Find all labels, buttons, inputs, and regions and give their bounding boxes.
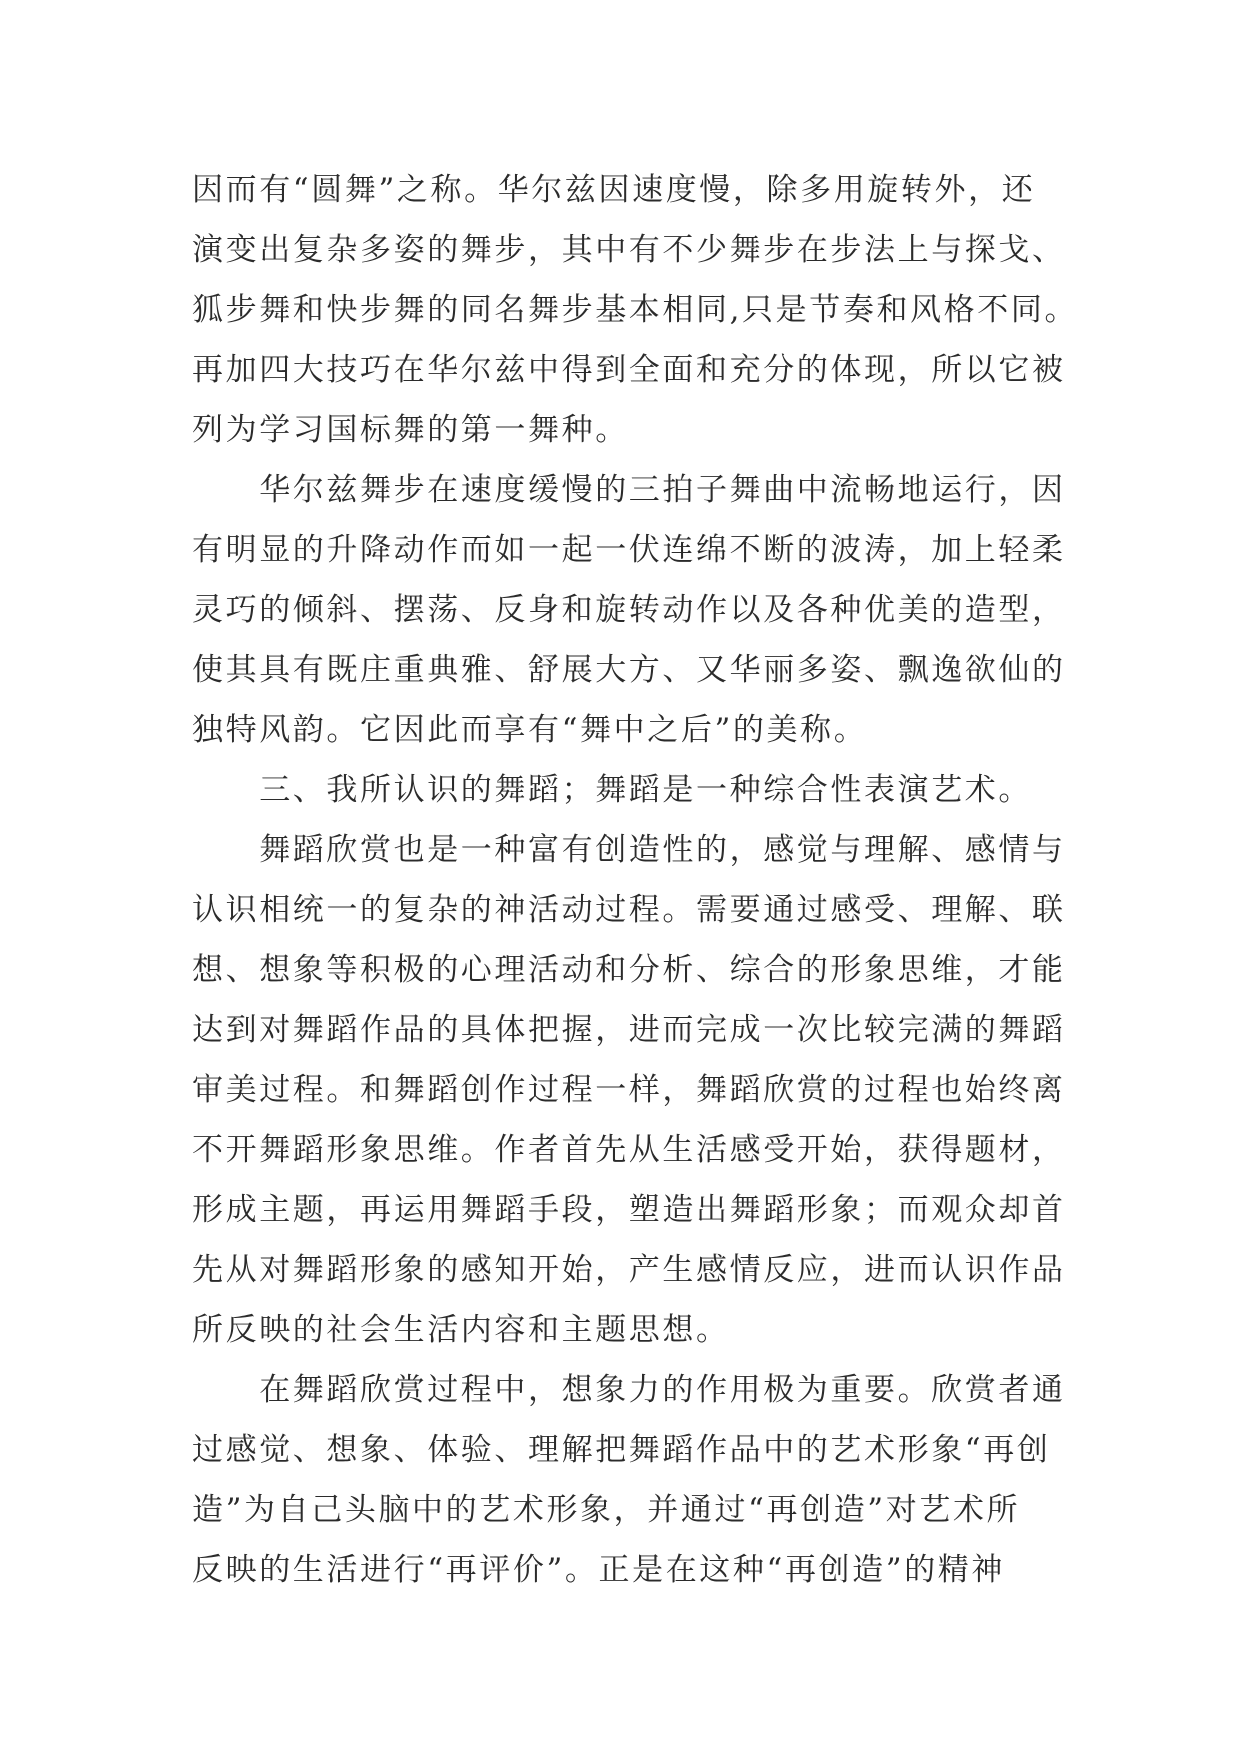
text-line: 形成主题，再运用舞蹈手段，塑造出舞蹈形象；而观众却首 (192, 1192, 1066, 1228)
text-line: 认识相统一的复杂的神活动过程。需要通过感受、理解、联 (192, 892, 1066, 928)
text-line: 狐步舞和快步舞的同名舞步基本相同,只是节奏和风格不同。 (192, 292, 1079, 328)
text-line: 再加四大技巧在华尔兹中得到全面和充分的体现，所以它被 (192, 352, 1066, 388)
text-line: 反映的生活进行“再评价”。正是在这种“再创造”的精神 (192, 1552, 1005, 1588)
text-line: 使其具有既庄重典雅、舒展大方、又华丽多姿、飘逸欲仙的 (192, 652, 1066, 688)
text-line: 审美过程。和舞蹈创作过程一样，舞蹈欣赏的过程也始终离 (192, 1072, 1066, 1108)
text-line: 华尔兹舞步在速度缓慢的三拍子舞曲中流畅地运行，因 (192, 472, 1066, 508)
text-line: 在舞蹈欣赏过程中，想象力的作用极为重要。欣赏者通 (192, 1372, 1066, 1408)
text-line: 想、想象等积极的心理活动和分析、综合的形象思维，才能 (192, 952, 1066, 988)
section-heading: 三、我所认识的舞蹈；舞蹈是一种综合性表演艺术。 (192, 772, 1032, 808)
text-line: 达到对舞蹈作品的具体把握，进而完成一次比较完满的舞蹈 (192, 1012, 1066, 1048)
text-line: 有明显的升降动作而如一起一伏连绵不断的波涛，加上轻柔 (192, 532, 1066, 568)
text-line: 过感觉、想象、体验、理解把舞蹈作品中的艺术形象“再创 (192, 1432, 1051, 1468)
text-line: 所反映的社会生活内容和主题思想。 (192, 1312, 730, 1348)
text-line: 列为学习国标舞的第一舞种。 (192, 412, 629, 448)
body-text (192, 160, 1092, 1600)
text-line: 造”为自己头脑中的艺术形象，并通过“再创造”对艺术所 (192, 1492, 1021, 1528)
text-line: 先从对舞蹈形象的感知开始，产生感情反应，进而认识作品 (192, 1252, 1066, 1288)
text-line: 不开舞蹈形象思维。作者首先从生活感受开始，获得题材， (192, 1132, 1066, 1168)
text-line: 灵巧的倾斜、摆荡、反身和旋转动作以及各种优美的造型， (192, 592, 1066, 628)
text-line: 演变出复杂多姿的舞步，其中有不少舞步在步法上与探戈、 (192, 232, 1066, 268)
text-line: 独特风韵。它因此而享有“舞中之后”的美称。 (192, 712, 868, 748)
text-line: 舞蹈欣赏也是一种富有创造性的，感觉与理解、感情与 (192, 832, 1066, 868)
text-line: 因而有“圆舞”之称。华尔兹因速度慢，除多用旋转外，还 (192, 172, 1036, 208)
